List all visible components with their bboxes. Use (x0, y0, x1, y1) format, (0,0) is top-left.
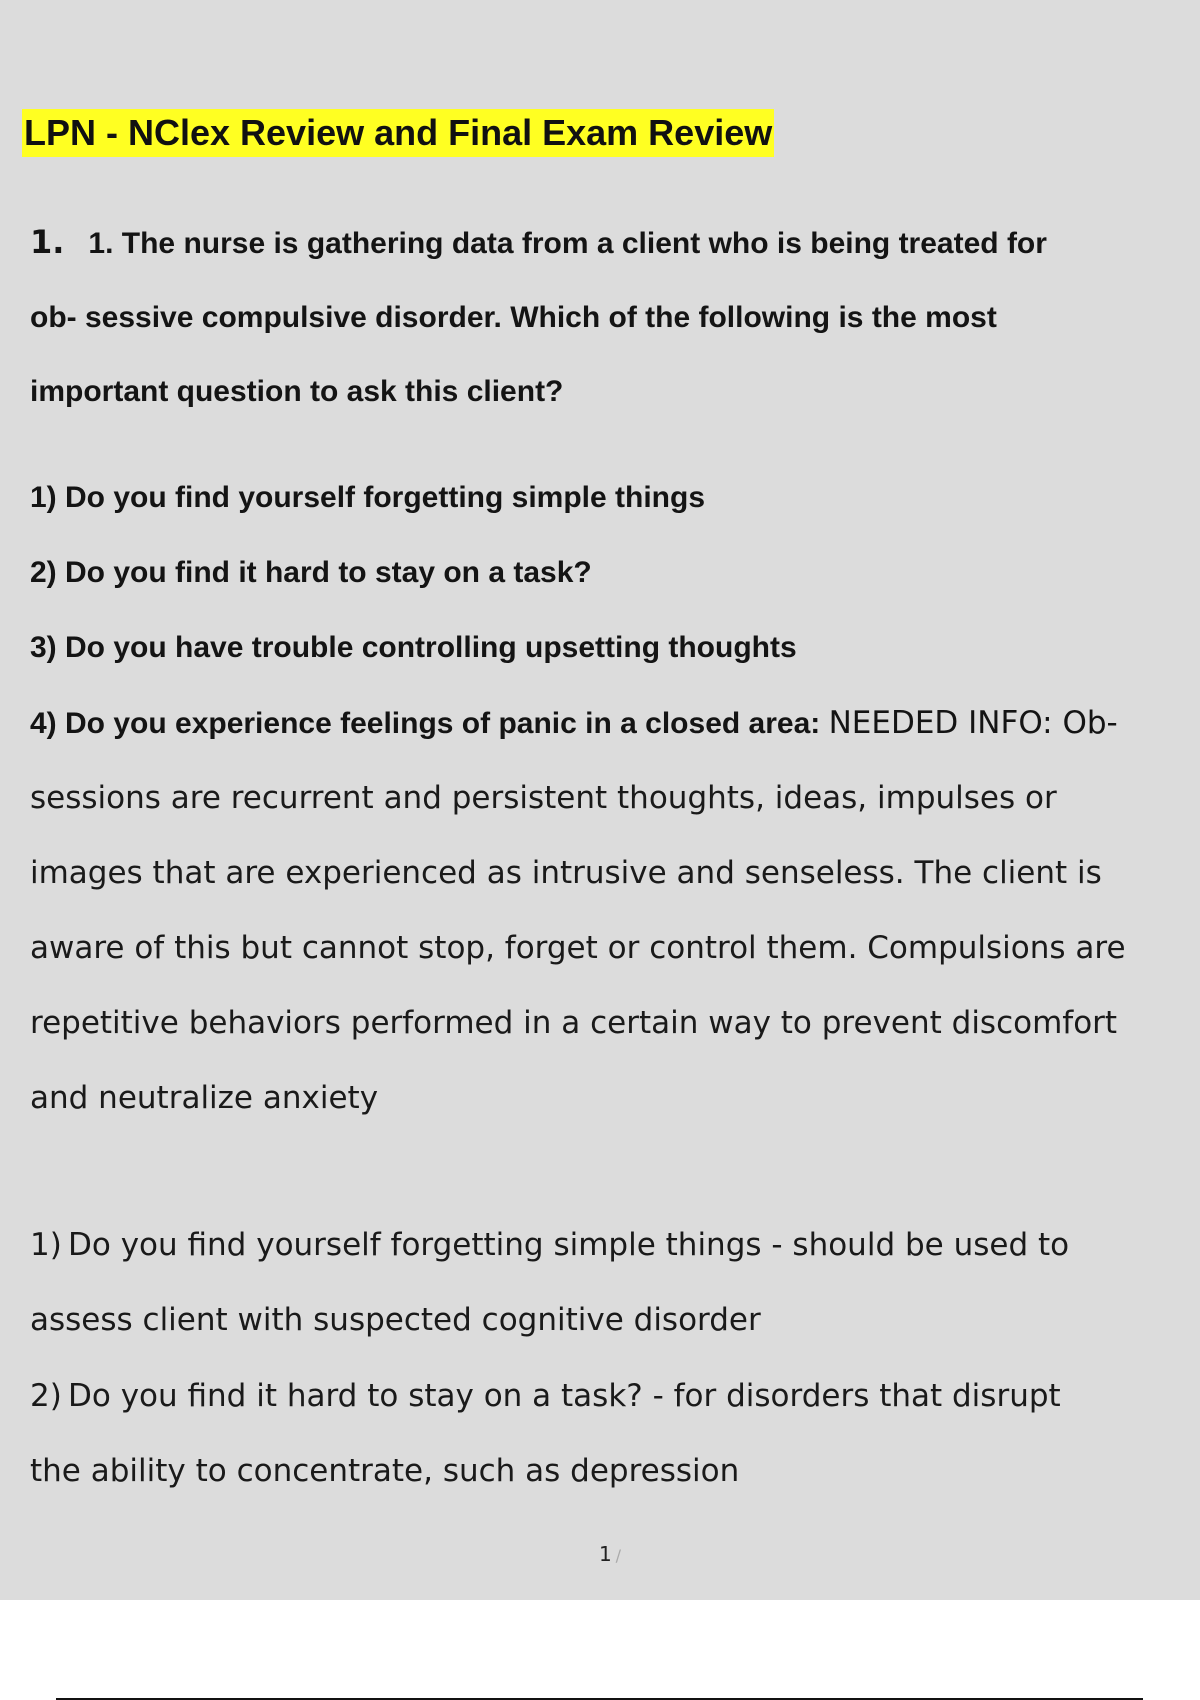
question-number: 1. (30, 223, 65, 261)
answer-option-2: 2) Do you find it hard to stay on a task? (30, 556, 592, 589)
question-line-1: 1. 1. The nurse is gathering data from a client who is being treated for (30, 223, 1047, 261)
needed-info-line-2: sessions are recurrent and persistent thoughts, ideas, impulses or (30, 780, 1057, 816)
answer-option-3: 3) Do you have trouble controlling upsetting thoughts (30, 631, 797, 664)
answer-option-4: 4) Do you experience feelings of panic in a closed area: NEEDED INFO: Ob- (30, 705, 1118, 741)
needed-info-line-4: aware of this but cannot stop, forget or control them. Compulsions are (30, 930, 1126, 966)
document-title: LPN - NClex Review and Final Exam Review (22, 109, 774, 157)
needed-info-line-6: and neutralize anxiety (30, 1080, 379, 1116)
question-line-2: ob- sessive compulsive disorder. Which of the following is the most (30, 301, 997, 334)
needed-info-line-5: repetitive behaviors performed in a certain way to prevent discomfort (30, 1005, 1118, 1041)
page-number: 1 / (598, 1542, 622, 1566)
needed-info-start: NEEDED INFO: Ob- (828, 705, 1118, 741)
explanation-line-1: 1) Do you find yourself forgetting simple things - should be used to (30, 1227, 1070, 1263)
explanation-line-2: assess client with suspected cognitive disorder (30, 1302, 761, 1338)
question-line-3: important question to ask this client? (30, 375, 564, 408)
needed-info-line-3: images that are experienced as intrusive and senseless. The client is (30, 855, 1102, 891)
explanation-line-4: the ability to concentrate, such as depression (30, 1453, 740, 1489)
answer-option-1: 1) Do you find yourself forgetting simple things (30, 481, 706, 514)
explanation-line-3: 2) Do you find it hard to stay on a task? - for disorders that disrupt (30, 1378, 1061, 1414)
